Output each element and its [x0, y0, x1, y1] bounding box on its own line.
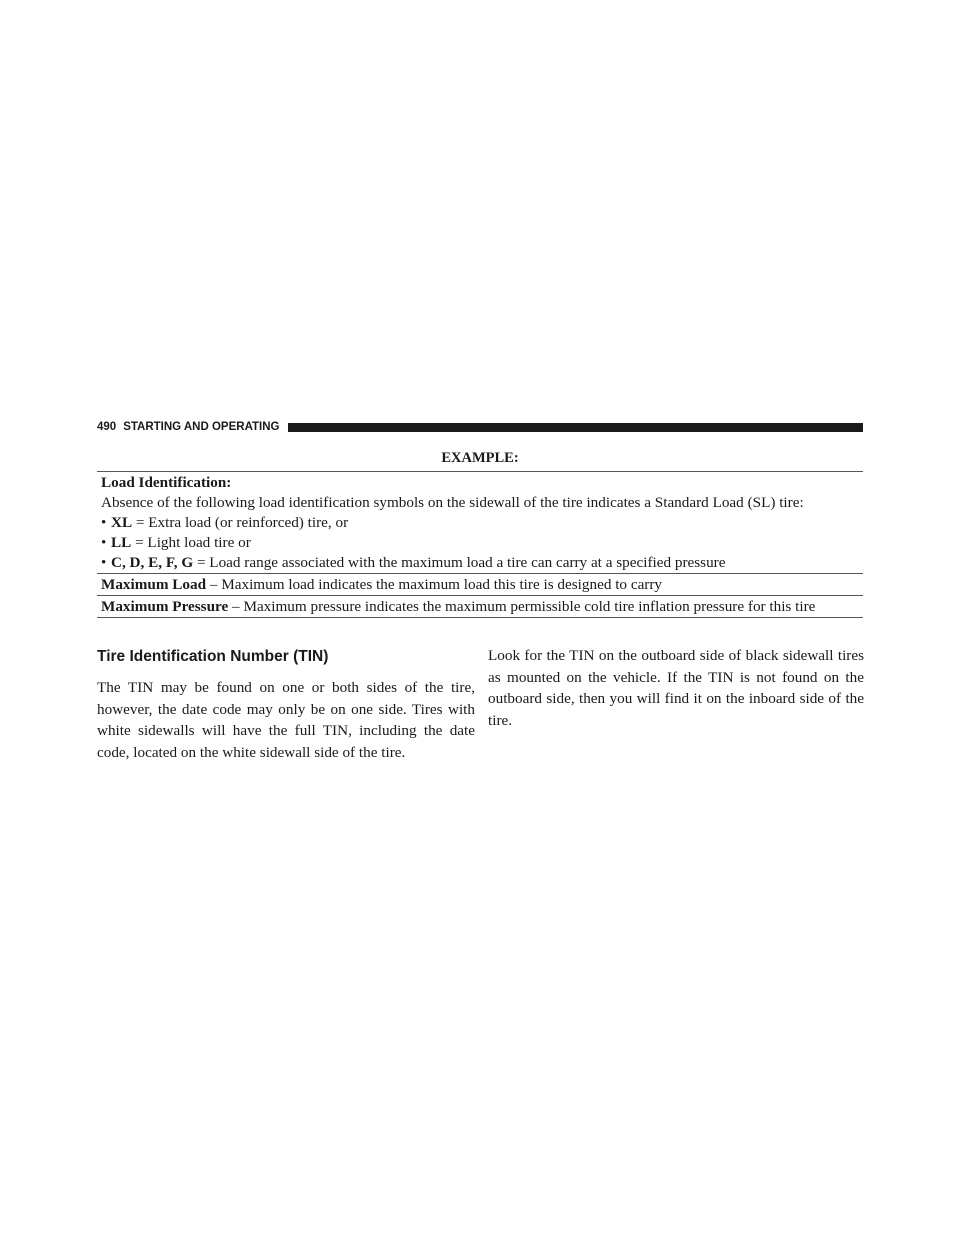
bullet-desc: = Light load tire or	[135, 534, 251, 551]
bullet-icon: •	[101, 534, 107, 551]
list-item	[101, 553, 863, 573]
maximum-load-term: Maximum Load	[101, 576, 207, 593]
example-table	[97, 445, 863, 618]
maximum-pressure-desc: – Maximum pressure indicates the maximum permissible cold tire inflation pressure for this tire	[232, 598, 816, 615]
table-row-maximum-pressure	[97, 596, 863, 618]
section-heading: Tire Identification Number (TIN)	[97, 648, 329, 665]
bullet-icon: •	[101, 514, 107, 531]
table-row-maximum-load	[97, 574, 863, 596]
list-item	[101, 533, 863, 553]
bullet-icon: •	[101, 554, 107, 571]
page-number: 490	[97, 421, 117, 433]
page-header	[97, 420, 863, 434]
bullet-term: XL	[111, 514, 133, 531]
load-identification-text: Absence of the following load identification symbols on the sidewall of the tire indicates a Standard Load (SL) tire:	[101, 494, 804, 511]
tin-left-column	[97, 647, 475, 763]
table-row-load-identification	[97, 472, 863, 574]
bullet-term: LL	[111, 534, 132, 551]
bullet-desc: = Load range associated with the maximum load a tire can carry at a specified pressure	[196, 554, 726, 571]
maximum-load-desc: – Maximum load indicates the maximum load this tire is designed to carry	[209, 576, 663, 593]
header-rule	[288, 423, 864, 432]
maximum-pressure-term: Maximum Pressure	[101, 598, 229, 615]
tin-right-column	[488, 645, 864, 731]
section-title: STARTING AND OPERATING	[123, 421, 280, 433]
load-identification-label: Load Identification:	[101, 474, 232, 491]
bullet-term: C, D, E, F, G	[111, 554, 194, 571]
tin-paragraph-right: Look for the TIN on the outboard side of black sidewall tires as mounted on the vehicle. If the TIN is not found on the outboard side, then you will find it on the inboard side of the tire.	[488, 647, 864, 729]
tin-paragraph-left: The TIN may be found on one or both sides of the tire, however, the date code may only be on one side. Tires with white sidewalls will have the full TIN, including the date code, located on the white sidewall side of the tire.	[97, 679, 475, 761]
table-title: EXAMPLE:	[97, 445, 863, 472]
bullet-desc: = Extra load (or reinforced) tire, or	[135, 514, 349, 531]
list-item	[101, 513, 863, 533]
